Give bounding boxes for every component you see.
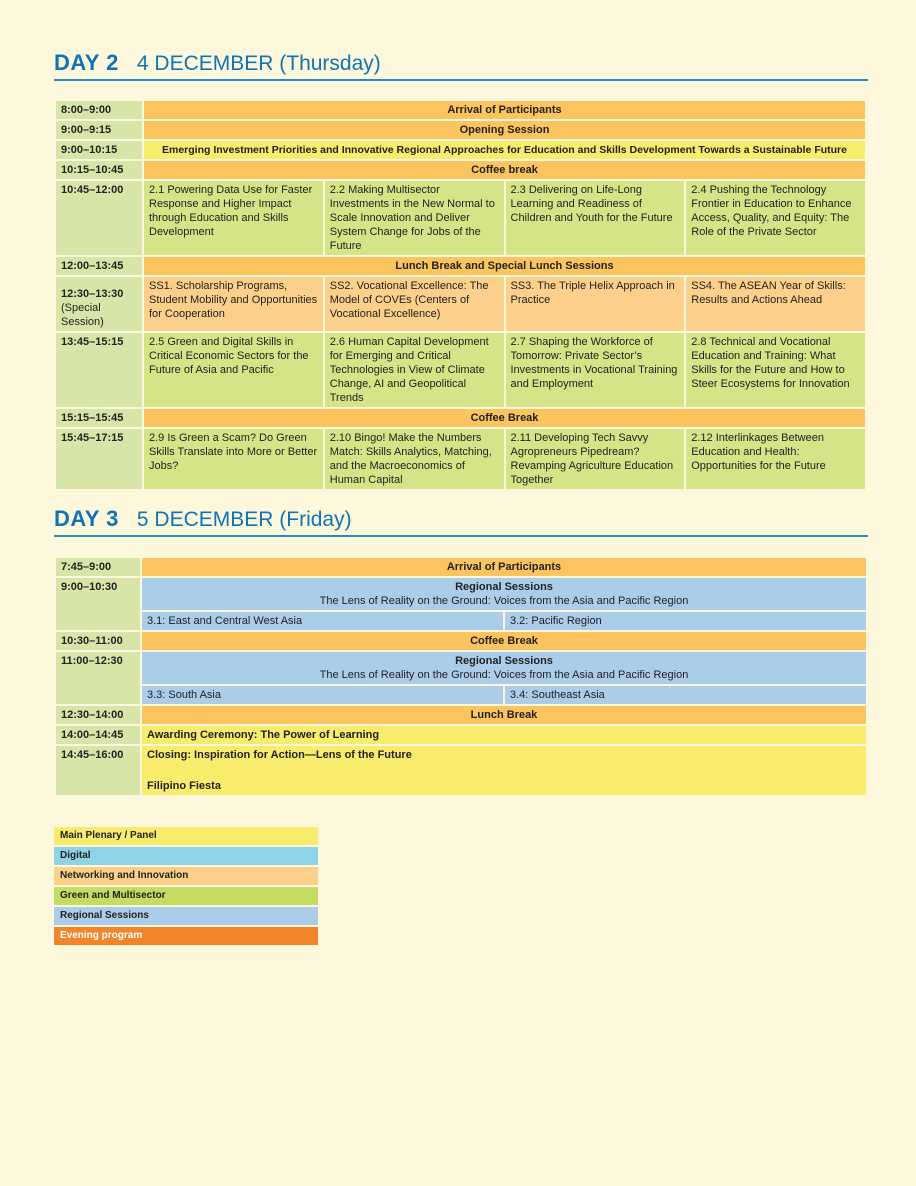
- time: 14:00–14:45: [56, 726, 140, 744]
- time: 13:45–15:15: [56, 333, 142, 407]
- session-2-10: 2.10 Bingo! Make the Numbers Match: Skills Analytics, Matching, and the Macroeconomics of Human Capital: [325, 429, 504, 489]
- session-2-12: 2.12 Interlinkages Between Education and Health: Opportunities for the Future: [686, 429, 865, 489]
- session-2-6: 2.6 Human Capital Development for Emerging and Critical Technologies in View of Climate Change, AI and Geopolitical Trends: [325, 333, 504, 407]
- session-2-2: 2.2 Making Multisector Investments in the New Normal to Scale Innovation and Deliver System Change for Jobs of the Future: [325, 181, 504, 255]
- closing-block: [142, 746, 866, 795]
- time: 10:45–12:00: [56, 181, 142, 255]
- time: 9:00–9:15: [56, 121, 142, 139]
- legend-item: Main Plenary / Panel: [54, 827, 318, 845]
- arrival: Arrival of Participants: [144, 101, 865, 119]
- opening-session: Opening Session: [144, 121, 865, 139]
- time: 12:00–13:45: [56, 257, 142, 275]
- arrival: Arrival of Participants: [142, 558, 866, 576]
- session-2-9: 2.9 Is Green a Scam? Do Green Skills Translate into More or Better Jobs?: [144, 429, 323, 489]
- regional-sessions-title: Regional Sessions: [455, 655, 553, 667]
- day2-heading: [54, 50, 868, 81]
- legend-item: Regional Sessions: [54, 907, 318, 925]
- time-special: [56, 277, 142, 331]
- special-session-4: SS4. The ASEAN Year of Skills: Results and Actions Ahead: [686, 277, 865, 331]
- special-session-2: SS2. Vocational Excellence: The Model of COVEs (Centers of Vocational Excellence): [325, 277, 504, 331]
- time: 15:15–15:45: [56, 409, 142, 427]
- session-3-4: 3.4: Southeast Asia: [505, 686, 866, 704]
- time: 14:45–16:00: [56, 746, 140, 795]
- legend-item: Networking and Innovation: [54, 867, 318, 885]
- session-2-5: 2.5 Green and Digital Skills in Critical Economic Sectors for the Future of Asia and Pacific: [144, 333, 323, 407]
- day2-table: [54, 99, 867, 491]
- special-session-note: (Special Session): [61, 302, 104, 328]
- special-session-1: SS1. Scholarship Programs, Student Mobility and Opportunities for Cooperation: [144, 277, 323, 331]
- day3-heading: [54, 506, 868, 537]
- coffee-break: Coffee Break: [142, 632, 866, 650]
- time: 7:45–9:00: [56, 558, 140, 576]
- time: 10:15–10:45: [56, 161, 142, 179]
- session-2-11: 2.11 Developing Tech Savvy Agropreneurs Pipedream? Revamping Agriculture Education Together: [506, 429, 685, 489]
- session-2-4: 2.4 Pushing the Technology Frontier in Education to Enhance Access, Quality, and Equity: The Role of the Private Sector: [686, 181, 865, 255]
- awarding-ceremony: Awarding Ceremony: The Power of Learning: [142, 726, 866, 744]
- session-2-7: 2.7 Shaping the Workforce of Tomorrow: Private Sector’s Investments in Vocational Training and Employment: [506, 333, 685, 407]
- special-session-3: SS3. The Triple Helix Approach in Practice: [506, 277, 685, 331]
- time: 12:30–14:00: [56, 706, 140, 724]
- lunch-break: Lunch Break and Special Lunch Sessions: [144, 257, 865, 275]
- coffee-break: Coffee Break: [144, 409, 865, 427]
- legend: [54, 827, 318, 947]
- time: 8:00–9:00: [56, 101, 142, 119]
- coffee-break: Coffee break: [144, 161, 865, 179]
- regional-sessions-block: [142, 578, 866, 610]
- time: 9:00–10:30: [56, 578, 140, 630]
- regional-sessions-subtitle: The Lens of Reality on the Ground: Voices from the Asia and Pacific Region: [319, 669, 689, 681]
- day2-date: 4 DECEMBER (Thursday): [136, 52, 381, 75]
- session-3-3: 3.3: South Asia: [142, 686, 503, 704]
- time: 15:45–17:15: [56, 429, 142, 489]
- session-2-8: 2.8 Technical and Vocational Education and Training: What Skills for the Future and How to Steer Ecosystems for Innovation: [686, 333, 865, 407]
- closing-session: Closing: Inspiration for Action—Lens of the Future: [147, 749, 412, 761]
- regional-sessions-block: [142, 652, 866, 684]
- regional-sessions-title: Regional Sessions: [455, 581, 553, 593]
- time: 9:00–10:15: [56, 141, 142, 159]
- legend-item: Digital: [54, 847, 318, 865]
- day3-date: 5 DECEMBER (Friday): [136, 508, 352, 531]
- regional-sessions-subtitle: The Lens of Reality on the Ground: Voices from the Asia and Pacific Region: [319, 595, 689, 607]
- day3-table: [54, 556, 868, 797]
- session-2-1: 2.1 Powering Data Use for Faster Response and Higher Impact through Education and Skills Development: [144, 181, 323, 255]
- filipino-fiesta: Filipino Fiesta: [147, 780, 221, 792]
- day2-label: DAY 2: [54, 50, 119, 75]
- time: 10:30–11:00: [56, 632, 140, 650]
- time: 11:00–12:30: [56, 652, 140, 704]
- session-3-2: 3.2: Pacific Region: [505, 612, 866, 630]
- plenary-session: Emerging Investment Priorities and Innovative Regional Approaches for Education and Skills Development Towards a Sustainable Future: [144, 141, 865, 159]
- session-3-1: 3.1: East and Central West Asia: [142, 612, 503, 630]
- time: 12:30–13:30: [61, 288, 124, 300]
- legend-item: Green and Multisector: [54, 887, 318, 905]
- day3-label: DAY 3: [54, 506, 119, 531]
- lunch-break: Lunch Break: [142, 706, 866, 724]
- legend-item: Evening program: [54, 927, 318, 945]
- session-2-3: 2.3 Delivering on Life-Long Learning and Readiness of Children and Youth for the Future: [506, 181, 685, 255]
